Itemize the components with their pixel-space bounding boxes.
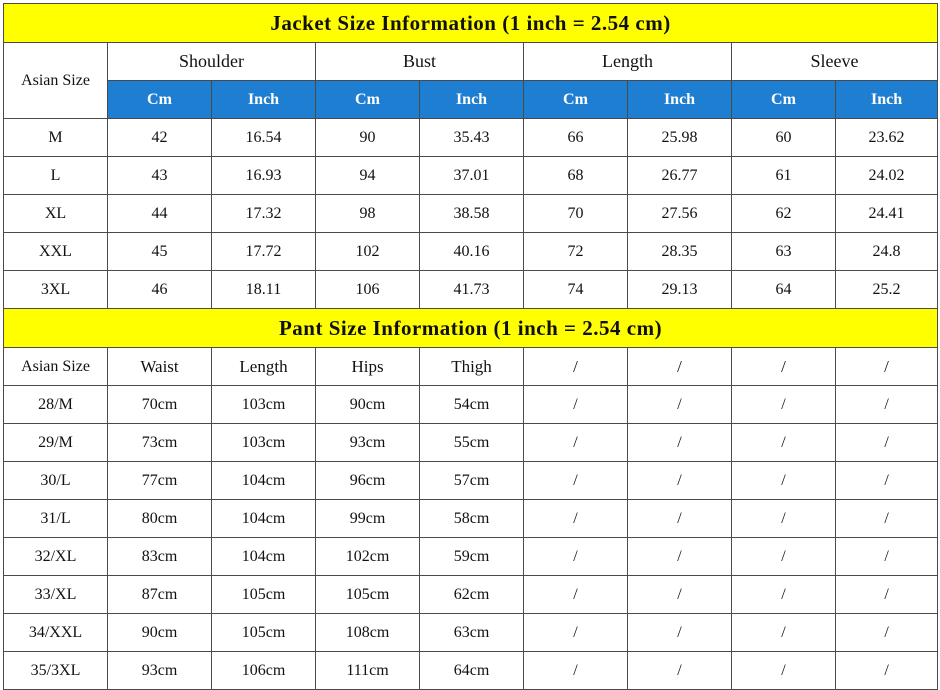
value-cell: / (524, 386, 628, 424)
value-cell: 46 (108, 271, 212, 309)
value-cell: 16.93 (212, 157, 316, 195)
value-cell: 35.43 (420, 119, 524, 157)
value-cell: / (732, 462, 836, 500)
value-cell: 64cm (420, 652, 524, 690)
value-cell: / (732, 538, 836, 576)
value-cell: 43 (108, 157, 212, 195)
value-cell: 105cm (316, 576, 420, 614)
value-cell: 29.13 (628, 271, 732, 309)
value-cell: 73cm (108, 424, 212, 462)
size-chart-body (4, 4, 938, 690)
value-cell: 58cm (420, 500, 524, 538)
value-cell: 104cm (212, 462, 316, 500)
size-cell: 32/XL (4, 538, 108, 576)
jacket-table-row (4, 119, 938, 157)
value-cell: 24.8 (836, 233, 938, 271)
group-sleeve: Sleeve (732, 43, 938, 81)
value-cell: 93cm (316, 424, 420, 462)
value-cell: 62 (732, 195, 836, 233)
value-cell: 70 (524, 195, 628, 233)
pant-table-row (4, 652, 938, 690)
size-cell: 31/L (4, 500, 108, 538)
value-cell: 108cm (316, 614, 420, 652)
value-cell: 54cm (420, 386, 524, 424)
pant-title: Pant Size Information (1 inch = 2.54 cm) (4, 309, 938, 348)
value-cell: 105cm (212, 614, 316, 652)
value-cell: / (628, 386, 732, 424)
unit-header-cell: Inch (212, 81, 316, 119)
value-cell: / (836, 576, 938, 614)
value-cell: 63 (732, 233, 836, 271)
size-cell: XXL (4, 233, 108, 271)
value-cell: Hips (316, 348, 420, 386)
value-cell: 77cm (108, 462, 212, 500)
pant-table-row (4, 424, 938, 462)
size-cell: 30/L (4, 462, 108, 500)
group-bust: Bust (316, 43, 524, 81)
value-cell: 42 (108, 119, 212, 157)
value-cell: 106cm (212, 652, 316, 690)
value-cell: 62cm (420, 576, 524, 614)
value-cell: 104cm (212, 538, 316, 576)
value-cell: / (628, 576, 732, 614)
value-cell: / (836, 348, 938, 386)
unit-header-cell: Inch (628, 81, 732, 119)
size-cell: M (4, 119, 108, 157)
value-cell: / (732, 614, 836, 652)
value-cell: 28.35 (628, 233, 732, 271)
value-cell: 106 (316, 271, 420, 309)
jacket-table-row (4, 271, 938, 309)
value-cell: / (524, 652, 628, 690)
value-cell: / (836, 652, 938, 690)
value-cell: Waist (108, 348, 212, 386)
pant-table-row (4, 462, 938, 500)
value-cell: 23.62 (836, 119, 938, 157)
value-cell: / (524, 576, 628, 614)
value-cell: 80cm (108, 500, 212, 538)
value-cell: / (628, 614, 732, 652)
value-cell: / (628, 348, 732, 386)
jacket-title: Jacket Size Information (1 inch = 2.54 cm) (4, 4, 938, 43)
value-cell: / (628, 424, 732, 462)
unit-header-cell: Inch (836, 81, 938, 119)
value-cell: 64 (732, 271, 836, 309)
value-cell: 27.56 (628, 195, 732, 233)
value-cell: 90 (316, 119, 420, 157)
group-shoulder: Shoulder (108, 43, 316, 81)
value-cell: / (628, 538, 732, 576)
size-cell: 3XL (4, 271, 108, 309)
value-cell: 66 (524, 119, 628, 157)
value-cell: 74 (524, 271, 628, 309)
pant-table-row (4, 576, 938, 614)
value-cell: 103cm (212, 386, 316, 424)
value-cell: 45 (108, 233, 212, 271)
value-cell: 90cm (108, 614, 212, 652)
value-cell: Thigh (420, 348, 524, 386)
value-cell: 96cm (316, 462, 420, 500)
value-cell: / (524, 348, 628, 386)
pant-banner-row (4, 309, 938, 348)
jacket-banner-row (4, 4, 938, 43)
value-cell: 105cm (212, 576, 316, 614)
unit-header-cell: Cm (732, 81, 836, 119)
value-cell: / (732, 386, 836, 424)
jacket-table-row (4, 233, 938, 271)
value-cell: 60 (732, 119, 836, 157)
value-cell: / (836, 538, 938, 576)
value-cell: 37.01 (420, 157, 524, 195)
value-cell: 61 (732, 157, 836, 195)
value-cell: 102cm (316, 538, 420, 576)
value-cell: 25.2 (836, 271, 938, 309)
value-cell: 68 (524, 157, 628, 195)
value-cell: 40.16 (420, 233, 524, 271)
value-cell: 94 (316, 157, 420, 195)
pant-table-row (4, 386, 938, 424)
pant-table-row (4, 500, 938, 538)
value-cell: 38.58 (420, 195, 524, 233)
value-cell: / (628, 500, 732, 538)
value-cell: 24.02 (836, 157, 938, 195)
value-cell: 63cm (420, 614, 524, 652)
value-cell: 83cm (108, 538, 212, 576)
jacket-size-label: Asian Size (4, 43, 108, 119)
value-cell: 70cm (108, 386, 212, 424)
value-cell: 41.73 (420, 271, 524, 309)
jacket-unit-header-row (4, 81, 938, 119)
value-cell: / (836, 614, 938, 652)
pant-table-row (4, 538, 938, 576)
value-cell: 44 (108, 195, 212, 233)
value-cell: / (524, 462, 628, 500)
value-cell: 93cm (108, 652, 212, 690)
value-cell: / (836, 424, 938, 462)
unit-header-cell: Cm (316, 81, 420, 119)
group-length: Length (524, 43, 732, 81)
value-cell: 18.11 (212, 271, 316, 309)
value-cell: 57cm (420, 462, 524, 500)
value-cell: / (628, 462, 732, 500)
value-cell: / (732, 652, 836, 690)
size-cell: 29/M (4, 424, 108, 462)
unit-header-cell: Inch (420, 81, 524, 119)
jacket-table-row (4, 157, 938, 195)
value-cell: 87cm (108, 576, 212, 614)
value-cell: / (732, 576, 836, 614)
value-cell: 55cm (420, 424, 524, 462)
value-cell: 102 (316, 233, 420, 271)
value-cell: 26.77 (628, 157, 732, 195)
value-cell: 16.54 (212, 119, 316, 157)
value-cell: 72 (524, 233, 628, 271)
unit-header-cell: Cm (524, 81, 628, 119)
pant-header-row (4, 348, 938, 386)
value-cell: / (524, 538, 628, 576)
unit-header-cell: Cm (108, 81, 212, 119)
jacket-table-row (4, 195, 938, 233)
value-cell: 90cm (316, 386, 420, 424)
jacket-group-header-row (4, 43, 938, 81)
value-cell: / (836, 500, 938, 538)
value-cell: / (732, 500, 836, 538)
value-cell: / (524, 614, 628, 652)
value-cell: 98 (316, 195, 420, 233)
value-cell: / (732, 348, 836, 386)
value-cell: / (836, 386, 938, 424)
size-cell: XL (4, 195, 108, 233)
value-cell: 111cm (316, 652, 420, 690)
value-cell: / (836, 462, 938, 500)
pant-table-row (4, 614, 938, 652)
size-cell: 34/XXL (4, 614, 108, 652)
value-cell: / (732, 424, 836, 462)
value-cell: / (524, 500, 628, 538)
size-cell: 28/M (4, 386, 108, 424)
size-chart-table (3, 3, 938, 690)
size-cell: L (4, 157, 108, 195)
value-cell: / (628, 652, 732, 690)
value-cell: 99cm (316, 500, 420, 538)
value-cell: 17.32 (212, 195, 316, 233)
value-cell: 59cm (420, 538, 524, 576)
size-cell: Asian Size (4, 348, 108, 386)
value-cell: 17.72 (212, 233, 316, 271)
value-cell: 103cm (212, 424, 316, 462)
value-cell: 25.98 (628, 119, 732, 157)
value-cell: 104cm (212, 500, 316, 538)
size-cell: 35/3XL (4, 652, 108, 690)
value-cell: Length (212, 348, 316, 386)
value-cell: / (524, 424, 628, 462)
size-cell: 33/XL (4, 576, 108, 614)
value-cell: 24.41 (836, 195, 938, 233)
